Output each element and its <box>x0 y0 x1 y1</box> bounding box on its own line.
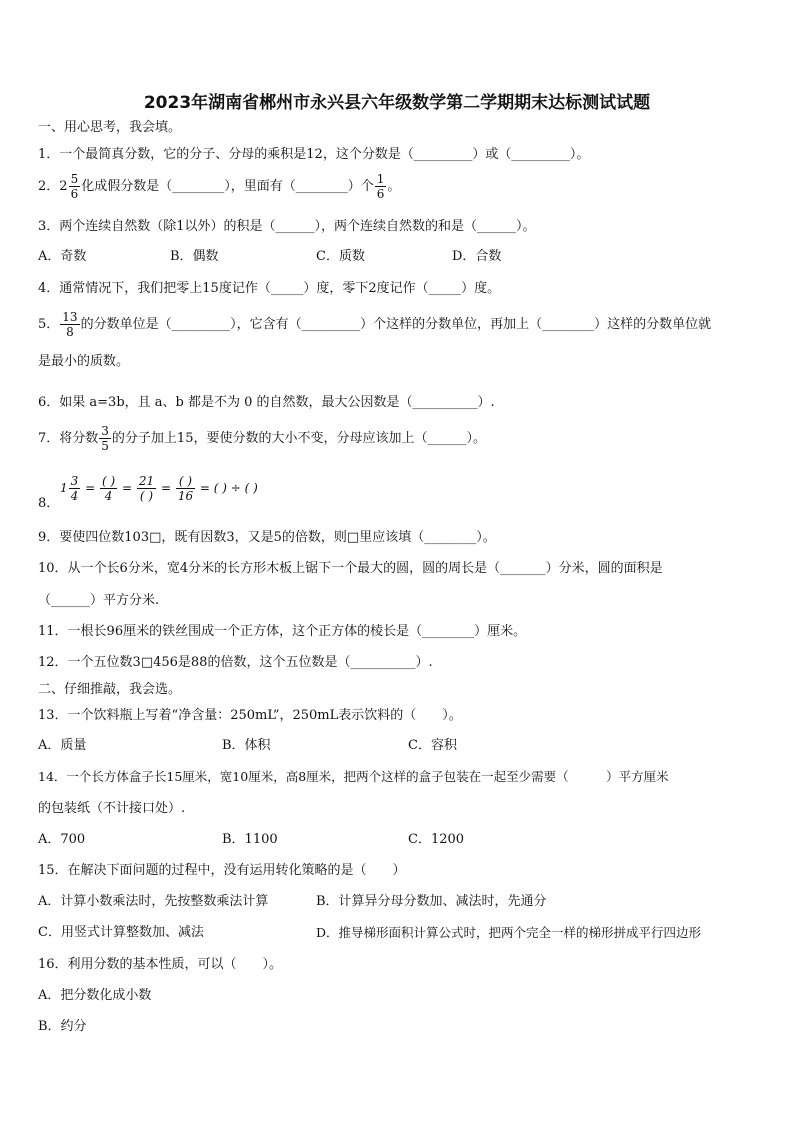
fraction-numerator: 1 <box>376 172 385 186</box>
option-3c: C．质数 <box>316 249 365 264</box>
equation-fraction-4 <box>176 474 195 503</box>
fraction-numerator: ( ) <box>101 474 116 488</box>
option-16b: B．约分 <box>38 1019 87 1034</box>
fraction-denominator: 4 <box>104 489 113 503</box>
option-13b: B．体积 <box>222 738 271 753</box>
fraction-numerator: 5 <box>70 172 79 186</box>
fraction-numerator: 13 <box>62 310 78 324</box>
question-3: 3．两个连续自然数（除1以外）的积是（______），两个连续自然数的和是（______）。 <box>38 219 536 234</box>
question-10-continuation: （______）平方分米. <box>38 593 160 608</box>
option-14b: B．1100 <box>222 832 278 847</box>
question-2-end: 。 <box>387 179 401 194</box>
whole-part: 1 <box>60 481 68 495</box>
question-5-continuation: 是最小的质数。 <box>38 354 130 369</box>
option-3d: D．合数 <box>452 249 502 264</box>
question-8-number: 8． <box>38 496 60 511</box>
question-13: 13．一个饮料瓶上写着“净含量：250mL”，250mL表示饮料的（ ）。 <box>38 708 462 723</box>
mixed-number-whole: 2 <box>59 179 68 194</box>
fraction-1-6 <box>375 172 387 201</box>
option-15c: C．用竖式计算整数加、减法 <box>38 925 204 940</box>
question-2 <box>38 172 400 202</box>
question-7-prefix: 7．将分数 <box>38 431 99 446</box>
fraction-denominator: 8 <box>66 325 74 339</box>
question-16: 16．利用分数的基本性质，可以（ ）。 <box>38 957 283 972</box>
question-2-number: 2． <box>38 179 60 194</box>
option-16a: A．把分数化成小数 <box>38 988 152 1003</box>
option-3a: A．奇数 <box>38 249 87 264</box>
equation-fraction-1 <box>69 474 81 503</box>
question-15: 15．在解决下面问题的过程中，没有运用转化策略的是（ ） <box>38 863 406 878</box>
fraction-13-8 <box>60 310 79 339</box>
fraction-numerator: ( ) <box>176 474 195 489</box>
equation-fraction-2 <box>100 474 117 503</box>
question-7-text: 的分子加上15，要使分数的大小不变，分母应该加上（______）。 <box>111 431 486 446</box>
question-5-text: 的分数单位是（_________），它含有（_________）个这样的分数单位，再加上（________）这样的分数单位就 <box>80 317 712 332</box>
section-heading-1: 一、用心思考，我会填。 <box>38 120 182 135</box>
section-heading-2: 二、仔细推敲，我会选。 <box>38 682 182 697</box>
option-14a: A．700 <box>38 832 86 847</box>
question-7 <box>38 424 486 454</box>
option-3b: B．偶数 <box>170 249 219 264</box>
fraction-denominator: 6 <box>70 187 79 201</box>
equation-tail: = ( ) ÷ ( ) <box>199 481 258 495</box>
fraction-3-5 <box>99 424 111 453</box>
option-14c: C．1200 <box>408 832 465 847</box>
option-15d: D．推导梯形面积计算公式时，把两个完全一样的梯形拼成平行四边形 <box>316 925 702 940</box>
option-13a: A．质量 <box>38 738 87 753</box>
question-8-equation: 1 $\frac{3}{4}$ = $\frac{( )}{4}$ = $\frac{21}{( )}$ = $\frac{( )}{16}$ = ( ) ÷ ( ) <box>60 474 258 503</box>
equation-fraction-3 <box>137 474 156 503</box>
fraction-denominator: 4 <box>70 489 79 503</box>
fraction-numerator: 21 <box>138 474 155 488</box>
question-5 <box>38 310 711 340</box>
page-title: 2023年湖南省郴州市永兴县六年级数学第二学期期末达标测试试题 <box>143 93 651 113</box>
question-11: 11．一根长96厘米的铁丝围成一个正方体，这个正方体的棱长是（________）厘米。 <box>38 624 527 639</box>
option-13c: C．容积 <box>408 738 457 753</box>
question-12: 12．一个五位数3□456是88的倍数，这个五位数是（__________）. <box>38 655 433 670</box>
fraction-numerator: 3 <box>70 474 79 488</box>
option-15b: B．计算异分母分数加、减法时，先通分 <box>316 894 547 909</box>
question-10: 10．从一个长6分米，宽4分米的长方形木板上锯下一个最大的圆，圆的周长是（_______）分米，圆的面积是 <box>38 561 663 576</box>
fraction-denominator: 5 <box>101 439 109 453</box>
fraction-denominator: ( ) <box>139 489 154 503</box>
question-2-text: 化成假分数是（________），里面有（________）个 <box>81 179 374 194</box>
question-14: 14．一个长方体盒子长15厘米，宽10厘米，高8厘米，把两个这样的盒子包装在一起至少需要（ ）平方厘米 <box>38 769 669 784</box>
option-15a: A．计算小数乘法时，先按整数乘法计算 <box>38 894 269 909</box>
question-4: 4．通常情况下，我们把零上15度记作（_____）度，零下2度记作（_____）度。 <box>38 281 501 296</box>
fraction-numerator: 3 <box>101 424 109 438</box>
question-5-number: 5． <box>38 317 60 332</box>
question-6: 6．如果 a=3b，且 a、b 都是不为 0 的自然数，最大公因数是（__________）. <box>38 395 495 410</box>
question-9: 9．要使四位数103□，既有因数3，又是5的倍数，则□里应该填（________）。 <box>38 530 496 545</box>
fraction-5-6 <box>69 172 81 201</box>
fraction-denominator: 16 <box>177 489 194 503</box>
question-1: 1．一个最简真分数，它的分子、分母的乘积是12，这个分数是（_________）或（_________）。 <box>38 147 590 162</box>
question-14-continuation: 的包装纸（不计接口处）. <box>38 801 186 816</box>
fraction-denominator: 6 <box>376 187 385 201</box>
